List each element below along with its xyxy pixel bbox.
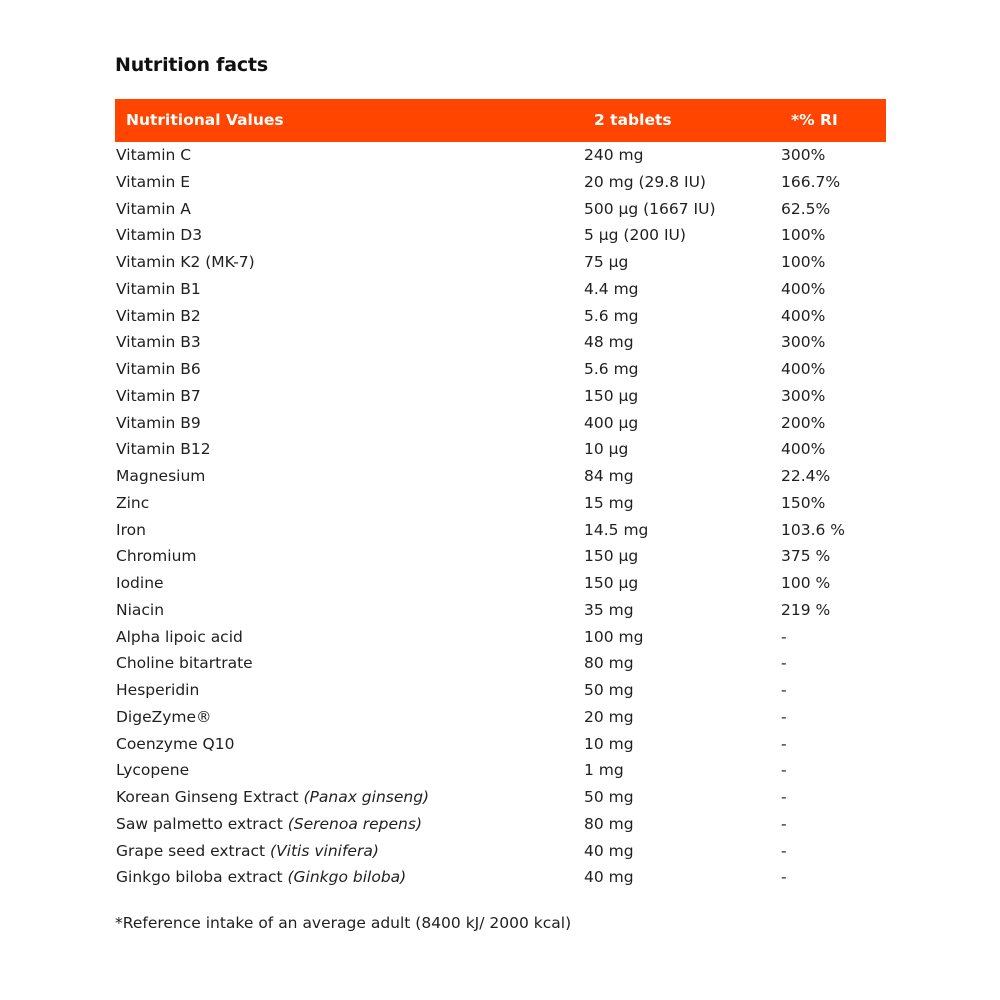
header-ri: *% RI	[791, 111, 838, 129]
nutrient-name	[116, 329, 201, 356]
nutrient-ri: 400%	[781, 360, 826, 378]
nutrient-label: Korean Ginseng Extract	[116, 788, 304, 806]
nutrient-amount: 4.4 mg	[584, 279, 639, 298]
nutrient-name	[116, 543, 197, 570]
nutrient-label: Magnesium	[116, 467, 206, 485]
nutrient-ri: -	[781, 707, 787, 726]
nutrient-label: Vitamin B2	[116, 306, 201, 325]
nutrient-amount: 1 mg	[584, 761, 624, 780]
table-row	[115, 303, 886, 330]
nutrient-amount: 14.5 mg	[584, 520, 649, 539]
nutrient-ri: -	[781, 868, 787, 887]
nutrient-label: Vitamin A	[116, 199, 191, 218]
nutrient-amount: 15 mg	[584, 493, 634, 512]
nutrient-amount: 150 µg	[584, 547, 639, 566]
nutrient-label: Niacin	[116, 600, 165, 619]
nutrient-ri: 200%	[781, 413, 826, 432]
nutrient-amount: 84 mg	[584, 467, 634, 485]
nutrient-ri: -	[781, 788, 787, 806]
table-row	[115, 383, 886, 410]
nutrient-label: Vitamin B12	[116, 440, 211, 459]
nutrient-label: Iron	[116, 520, 146, 539]
nutrient-label: Choline bitartrate	[116, 654, 253, 673]
nutrient-name	[116, 570, 164, 597]
table-row	[115, 249, 886, 276]
nutrient-ri: -	[781, 761, 787, 780]
nutrient-name	[116, 249, 255, 276]
nutrient-name	[116, 677, 199, 704]
nutrient-name	[116, 410, 201, 437]
nutrient-ri: 375 %	[781, 547, 831, 566]
nutrient-name	[116, 490, 149, 517]
table-row	[115, 811, 886, 838]
nutrient-label: Chromium	[116, 547, 197, 566]
table-row	[115, 731, 886, 758]
header-serving: 2 tablets	[594, 111, 672, 129]
table-row	[115, 650, 886, 677]
table-row	[115, 597, 886, 624]
nutrient-latin-name: (Vitis vinifera)	[270, 841, 379, 860]
table-row	[115, 838, 886, 865]
nutrient-amount: 80 mg	[584, 654, 634, 673]
nutrient-label: Vitamin B7	[116, 386, 201, 405]
nutrient-ri: 400%	[781, 440, 826, 459]
nutrient-amount: 20 mg (29.8 IU)	[584, 172, 706, 191]
nutrient-amount: 48 mg	[584, 333, 634, 352]
nutrient-name	[116, 784, 429, 811]
table-row	[115, 196, 886, 223]
nutrient-name	[116, 757, 189, 784]
nutrient-amount: 5.6 mg	[584, 360, 639, 378]
table-row	[115, 222, 886, 249]
nutrient-ri: -	[781, 627, 787, 646]
nutrient-name	[116, 196, 191, 223]
nutrient-amount: 10 mg	[584, 734, 634, 753]
table-row	[115, 784, 886, 811]
nutrient-amount: 500 µg (1667 IU)	[584, 199, 716, 218]
table-row	[115, 463, 886, 490]
nutrient-ri: 219 %	[781, 600, 831, 619]
nutrient-label: Iodine	[116, 574, 164, 592]
page-title: Nutrition facts	[115, 54, 268, 76]
nutrient-amount: 40 mg	[584, 841, 634, 860]
table-row	[115, 490, 886, 517]
nutrient-amount: 150 µg	[584, 574, 639, 592]
table-row	[115, 276, 886, 303]
nutrient-amount: 80 mg	[584, 814, 634, 833]
nutrient-name	[116, 650, 253, 677]
nutrient-amount: 5.6 mg	[584, 306, 639, 325]
table-row	[115, 570, 886, 597]
nutrient-label: Vitamin B9	[116, 413, 201, 432]
nutrient-ri: 150%	[781, 493, 826, 512]
table-row	[115, 624, 886, 651]
table-row	[115, 757, 886, 784]
nutrient-amount: 50 mg	[584, 681, 634, 699]
nutrient-ri: 62.5%	[781, 199, 831, 218]
nutrient-latin-name: (Panax ginseng)	[303, 788, 430, 806]
nutrition-table-body	[115, 142, 886, 891]
nutrient-name	[116, 864, 406, 891]
table-row	[115, 543, 886, 570]
nutrient-label: Coenzyme Q10	[116, 734, 235, 753]
nutrient-ri: 100%	[781, 226, 826, 245]
nutrient-ri: -	[781, 734, 787, 753]
nutrient-amount: 240 mg	[584, 146, 644, 164]
nutrient-name	[116, 276, 201, 303]
table-row	[115, 436, 886, 463]
nutrient-name	[116, 436, 211, 463]
nutrient-name	[116, 169, 190, 196]
table-header	[115, 99, 886, 142]
nutrient-label: Vitamin B3	[116, 333, 201, 352]
nutrient-ri: 100 %	[781, 574, 831, 592]
nutrient-amount: 10 µg	[584, 440, 629, 459]
nutrient-name	[116, 463, 205, 490]
nutrient-label: Vitamin C	[116, 146, 192, 164]
nutrient-amount: 50 mg	[584, 788, 634, 806]
nutrient-amount: 75 µg	[584, 253, 629, 271]
nutrient-ri: 300%	[781, 386, 826, 405]
nutrient-ri: 300%	[781, 146, 826, 164]
nutrient-latin-name: (Ginkgo biloba)	[287, 868, 407, 887]
table-row	[115, 142, 886, 169]
nutrient-name	[116, 517, 146, 544]
nutrient-amount: 35 mg	[584, 600, 634, 619]
nutrient-label: DigeZyme®	[116, 707, 212, 726]
nutrient-name	[116, 838, 379, 865]
nutrient-name	[116, 811, 422, 838]
nutrient-amount: 150 µg	[584, 386, 639, 405]
nutrient-amount: 20 mg	[584, 707, 634, 726]
nutrient-latin-name: (Serenoa repens)	[287, 814, 422, 833]
table-row	[115, 677, 886, 704]
nutrient-name	[116, 624, 243, 651]
nutrient-name	[116, 222, 202, 249]
nutrient-amount: 40 mg	[584, 868, 634, 887]
nutrient-ri: -	[781, 654, 787, 673]
nutrient-name	[116, 383, 201, 410]
nutrient-name	[116, 142, 191, 169]
nutrient-label: Alpha lipoic acid	[116, 627, 243, 646]
nutrient-label: Grape seed extract	[116, 841, 271, 860]
nutrient-ri: -	[781, 681, 787, 699]
nutrient-ri: 103.6 %	[781, 520, 846, 539]
nutrient-label: Hesperidin	[116, 681, 200, 699]
nutrient-label: Saw palmetto extract	[116, 814, 288, 833]
nutrient-label: Vitamin E	[116, 172, 191, 191]
table-row	[115, 517, 886, 544]
nutrient-label: Lycopene	[116, 761, 190, 780]
nutrient-amount: 400 µg	[584, 413, 639, 432]
nutrient-ri: 100%	[781, 253, 826, 271]
footnote: *Reference intake of an average adult (8400 kJ/ 2000 kcal)	[115, 914, 572, 932]
nutrient-name	[116, 704, 212, 731]
nutrient-label: Zinc	[116, 493, 150, 512]
nutrient-amount: 100 mg	[584, 627, 644, 646]
table-row	[115, 864, 886, 891]
nutrient-label: Vitamin B6	[116, 360, 201, 378]
nutrient-label: Ginkgo biloba extract	[116, 868, 288, 887]
nutrient-ri: 22.4%	[781, 467, 831, 485]
nutrient-name	[116, 731, 234, 758]
table-row	[115, 169, 886, 196]
nutrient-ri: -	[781, 841, 787, 860]
header-nutritional-values: Nutritional Values	[126, 111, 284, 129]
nutrient-ri: 400%	[781, 279, 826, 298]
nutrient-ri: 400%	[781, 306, 826, 325]
table-row	[115, 356, 886, 383]
nutrient-name	[116, 356, 201, 383]
nutrient-ri: 300%	[781, 333, 826, 352]
nutrient-name	[116, 303, 201, 330]
nutrient-ri: 166.7%	[781, 172, 841, 191]
nutrient-label: Vitamin D3	[116, 226, 203, 245]
table-row	[115, 410, 886, 437]
nutrient-amount: 5 µg (200 IU)	[584, 226, 686, 245]
table-row	[115, 329, 886, 356]
nutrient-name	[116, 597, 164, 624]
nutrient-label: Vitamin K2 (MK-7)	[116, 253, 255, 271]
table-row	[115, 704, 886, 731]
nutrient-ri: -	[781, 814, 787, 833]
nutrient-label: Vitamin B1	[116, 279, 201, 298]
